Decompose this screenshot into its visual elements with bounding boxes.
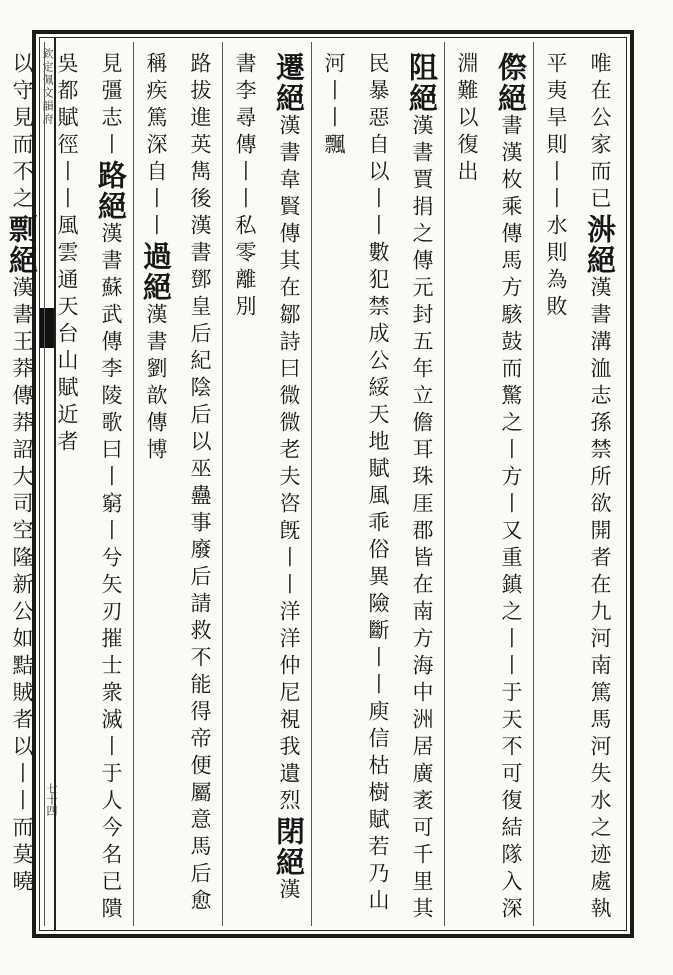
gutter-title: 欽定佩文韻府 — [41, 48, 54, 126]
page-number: 七十四 — [45, 783, 58, 816]
text-column — [222, 42, 311, 926]
headword: 過絕 — [139, 241, 173, 303]
column-text: 阻絕漢書賈捐之傳元封五年立儋耳珠厓郡皆在南方海中洲居廣袤可千里其民暴惡自以丨丨數犯禁成公綏天地賦風乖俗異險斷丨丨庾信枯樹賦若乃山河丨丨飄 — [322, 52, 439, 924]
text-column — [0, 42, 44, 926]
text-column — [133, 42, 222, 926]
column-text: 路拔進英雋後漢書鄧皇后紀陰后以巫蠱事廢后請救不能得帝便屬意馬后愈稱疾篤深自丨丨過絕漢書劉歆傳博 — [139, 52, 212, 916]
page-frame — [5, 30, 634, 938]
page-frame-inner — [5, 37, 627, 931]
text-column — [44, 42, 133, 926]
headword: 路絕 — [94, 160, 128, 222]
column-text: 唯在公家而已㳤絕漢書溝洫志孫禁所欲開者在九河南篤馬河失水之迹處執平夷旱則丨丨水則為敗 — [544, 52, 617, 924]
headword: 傺絕 — [494, 52, 528, 114]
headword: 剽絕 — [5, 214, 39, 276]
headword: 閉絕 — [272, 816, 306, 878]
headword: 遷絕 — [272, 52, 306, 114]
column-text: 遷絕漢書韋賢傳其在鄒詩曰微微老夫咨旣丨丨洋洋仲尼視我遺烈閉絕漢書李尋傳丨丨私零離別 — [233, 52, 306, 905]
column-text: 見彊志丨路絕漢書蘇武傳李陵歌曰丨窮丨兮矢刃摧士衆滅丨于人今名已隤吳都賦徑丨丨風雲通天台山賦近者 — [55, 52, 128, 924]
column-text: 以守見而不之剽絕漢書王莽傳莽詔大司空隆新公如黠賊者以丨丨而莫曉 — [5, 52, 39, 897]
headword: 㳤絕 — [583, 214, 617, 276]
column-text: 傺絕書漢枚乘傳馬方駭鼓而驚之丨方丨又重鎮之丨丨于天不可復結隊入深淵難以復出 — [455, 52, 528, 924]
text-column — [311, 42, 444, 926]
text-column — [444, 42, 533, 926]
headword: 阻絕 — [405, 52, 439, 114]
text-column — [533, 42, 622, 926]
